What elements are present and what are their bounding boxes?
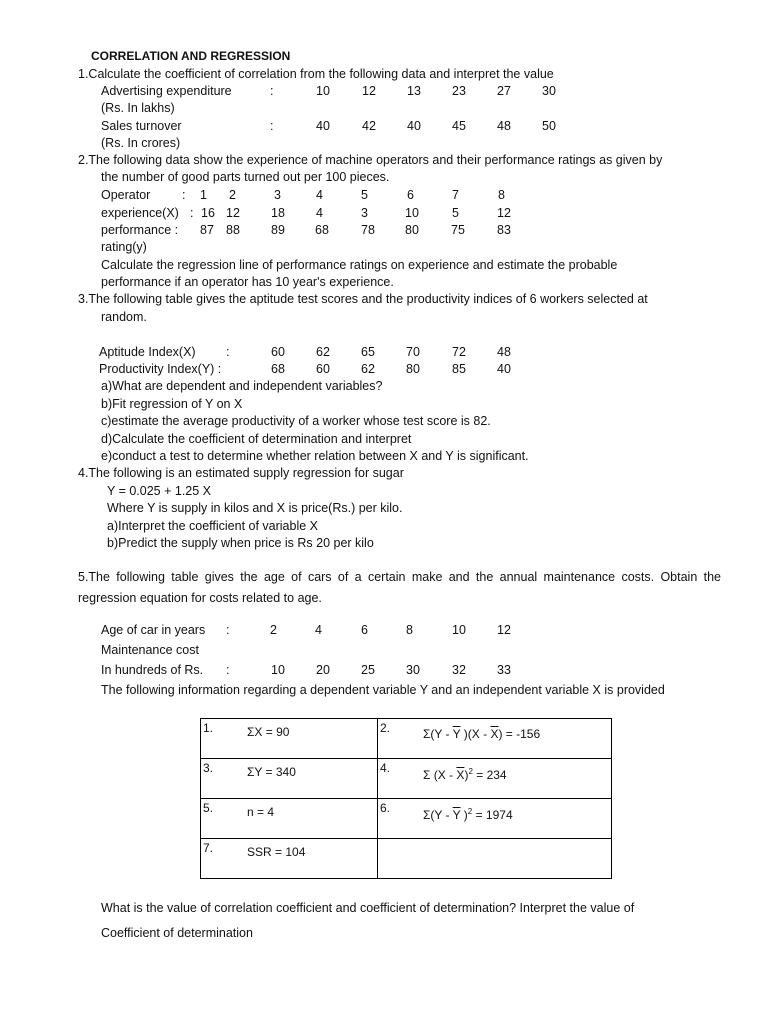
- q2-performance-value: 83: [497, 223, 511, 237]
- q2-prompt-line1: 2.The following data show the experience of machine operators and their performance ratings as given by: [78, 153, 663, 167]
- q3-aptitude-value: 48: [497, 345, 511, 359]
- q1-sales-value: 40: [407, 119, 421, 133]
- table-row: [201, 799, 612, 839]
- sum-squared-y-deviation: $\Sigma(Y - \overline{Y}$ )$^2$ = 1974: [423, 807, 513, 822]
- q2-experience-label: experience(X): [101, 206, 179, 220]
- q5-age-value: 12: [497, 623, 511, 637]
- q2-experience-value: 10: [405, 206, 419, 220]
- q3-aptitude-colon: :: [226, 345, 230, 359]
- q1-sales-value: 48: [497, 119, 511, 133]
- q2-rating-label: rating(y): [101, 240, 147, 254]
- q5-age-value: 4: [315, 623, 322, 637]
- q4-prompt: 4.The following is an estimated supply regression for sugar: [78, 466, 404, 480]
- q5-age-value: 8: [406, 623, 413, 637]
- q1-ad-value: 13: [407, 84, 421, 98]
- q2-operator-value: 7: [452, 188, 459, 202]
- q2-operator-value: 2: [229, 188, 236, 202]
- q1-sales-unit: (Rs. In crores): [101, 136, 181, 150]
- q2-operator-value: 8: [498, 188, 505, 202]
- table-cell: [201, 759, 378, 799]
- q1-sales-value: 50: [542, 119, 556, 133]
- q5-cost-label-line1: Maintenance cost: [101, 643, 199, 657]
- table-cell: [378, 759, 612, 799]
- q2-performance-label: performance :: [101, 223, 179, 237]
- q1-sales-value: 40: [316, 119, 330, 133]
- sum-y: ΣY = 340: [247, 765, 296, 779]
- q1-sales-value: 42: [362, 119, 376, 133]
- q2-experience-value: 16: [201, 206, 215, 220]
- closing-question-line2: Coefficient of determination: [101, 926, 253, 940]
- q2-operator-value: 1: [200, 188, 207, 202]
- table-cell: [378, 719, 612, 759]
- q2-experience-colon: :: [190, 206, 194, 220]
- q3-productivity-value: 40: [497, 362, 511, 376]
- sample-size: n = 4: [247, 805, 275, 819]
- q3-part-b: b)Fit regression of Y on X: [101, 397, 243, 411]
- q5-cost-value: 30: [406, 663, 420, 677]
- q5-cost-value: 32: [452, 663, 466, 677]
- q1-ad-value: 23: [452, 84, 466, 98]
- q2-operator-colon: :: [182, 188, 186, 202]
- q1-sales-colon: :: [270, 119, 274, 133]
- q1-ad-value: 10: [316, 84, 330, 98]
- q3-part-d: d)Calculate the coefficient of determination and interpret: [101, 432, 412, 446]
- item-number: 3.: [203, 761, 214, 775]
- table-row: [201, 759, 612, 799]
- table-cell: [201, 799, 378, 839]
- table-cell-empty: [378, 839, 612, 879]
- q1-sales-value: 45: [452, 119, 466, 133]
- q5-cost-label-line2: In hundreds of Rs.: [101, 663, 204, 677]
- q3-aptitude-value: 65: [361, 345, 375, 359]
- q3-productivity-value: 68: [271, 362, 285, 376]
- q2-operator-value: 6: [407, 188, 414, 202]
- q1-sales-label: Sales turnover: [101, 119, 182, 133]
- table-cell: [201, 839, 378, 879]
- q5-cost-value: 20: [316, 663, 330, 677]
- q5-age-value: 6: [361, 623, 368, 637]
- closing-question-line1: What is the value of correlation coefficient and coefficient of determination? Interpret the value of: [101, 901, 635, 915]
- item-number: 1.: [203, 721, 214, 735]
- q5-cost-colon: :: [226, 663, 230, 677]
- table-row: [201, 839, 612, 879]
- q1-ad-unit: (Rs. In lakhs): [101, 101, 175, 115]
- q5-age-value: 10: [452, 623, 466, 637]
- sum-x: ΣX = 90: [247, 725, 290, 739]
- q2-task-line2: performance if an operator has 10 year's experience.: [101, 275, 394, 289]
- q4-part-a: a)Interpret the coefficient of variable X: [107, 519, 318, 533]
- q2-experience-value: 12: [226, 206, 240, 220]
- q1-ad-value: 30: [542, 84, 556, 98]
- q3-prompt-line2: random.: [101, 310, 147, 324]
- q5-prompt: 5.The following table gives the age of cars of a certain make and the annual maintenance costs. Obtain the regression equation for costs related to age.: [78, 570, 721, 605]
- sum-cross-deviation: $\Sigma(Y - \overline{Y}$ )$(X - \overline{X}) = -156$: [423, 727, 541, 741]
- q2-performance-value: 78: [361, 223, 375, 237]
- q2-experience-value: 4: [316, 206, 323, 220]
- table-cell: [378, 799, 612, 839]
- q2-experience-value: 18: [271, 206, 285, 220]
- q2-prompt-line2: the number of good parts turned out per 100 pieces.: [101, 170, 390, 184]
- item-number: 4.: [380, 761, 391, 775]
- q2-performance-value: 88: [226, 223, 240, 237]
- item-number: 5.: [203, 801, 214, 815]
- q3-productivity-value: 60: [316, 362, 330, 376]
- q2-operator-label: Operator: [101, 188, 151, 202]
- q3-aptitude-label: Aptitude Index(X): [99, 345, 196, 359]
- q4-equation: Y = 0.025 + 1.25 X: [107, 484, 212, 498]
- q2-performance-value: 68: [315, 223, 329, 237]
- q3-productivity-value: 62: [361, 362, 375, 376]
- q2-performance-value: 87: [200, 223, 214, 237]
- q2-operator-value: 5: [361, 188, 368, 202]
- q3-part-e: e)conduct a test to determine whether relation between X and Y is significant.: [101, 449, 529, 463]
- q1-ad-value: 12: [362, 84, 376, 98]
- table-cell: [201, 719, 378, 759]
- q3-prompt-line1: 3.The following table gives the aptitude test scores and the productivity indices of 6 workers selected at: [78, 292, 648, 306]
- q2-performance-value: 80: [405, 223, 419, 237]
- q1-ad-colon: :: [270, 84, 274, 98]
- q3-productivity-label: Productivity Index(Y) :: [99, 362, 222, 376]
- q2-operator-value: 4: [316, 188, 323, 202]
- q3-productivity-value: 80: [406, 362, 420, 376]
- q3-aptitude-value: 72: [452, 345, 466, 359]
- item-number: 6.: [380, 801, 391, 815]
- q2-operator-value: 3: [274, 188, 281, 202]
- q5-info-line: The following information regarding a dependent variable Y and an independent variable X is provided: [101, 683, 665, 697]
- sum-squared-x-deviation: Σ $(X - \overline{X})^2 = 234$: [423, 767, 507, 782]
- q5-age-label: Age of car in years: [101, 623, 206, 637]
- statistics-table: [200, 718, 612, 879]
- q2-experience-value: 3: [361, 206, 368, 220]
- q5-cost-value: 33: [497, 663, 511, 677]
- q3-aptitude-value: 60: [271, 345, 285, 359]
- q2-experience-value: 12: [497, 206, 511, 220]
- q2-performance-value: 75: [451, 223, 465, 237]
- item-number: 7.: [203, 841, 214, 855]
- ssr-value: SSR = 104: [247, 845, 306, 859]
- q5-age-colon: :: [226, 623, 230, 637]
- document-title: CORRELATION AND REGRESSION: [91, 49, 291, 63]
- q3-productivity-value: 85: [452, 362, 466, 376]
- q5-age-value: 2: [270, 623, 277, 637]
- q3-aptitude-value: 70: [406, 345, 420, 359]
- q2-experience-value: 5: [452, 206, 459, 220]
- q5-cost-value: 10: [271, 663, 285, 677]
- q1-ad-value: 27: [497, 84, 511, 98]
- q4-note: Where Y is supply in kilos and X is price(Rs.) per kilo.: [107, 501, 403, 515]
- q4-part-b: b)Predict the supply when price is Rs 20 per kilo: [107, 536, 374, 550]
- q2-task-line1: Calculate the regression line of performance ratings on experience and estimate the probable: [101, 258, 618, 272]
- q3-part-c: c)estimate the average productivity of a worker whose test score is 82.: [101, 414, 491, 428]
- q3-aptitude-value: 62: [316, 345, 330, 359]
- q1-prompt: 1.Calculate the coefficient of correlation from the following data and interpret the value: [78, 67, 554, 81]
- q3-part-a: a)What are dependent and independent variables?: [101, 379, 383, 393]
- item-number: 2.: [380, 721, 391, 735]
- q5-cost-value: 25: [361, 663, 375, 677]
- q1-ad-label: Advertising expenditure: [101, 84, 232, 98]
- q2-performance-value: 89: [271, 223, 285, 237]
- table-row: [201, 719, 612, 759]
